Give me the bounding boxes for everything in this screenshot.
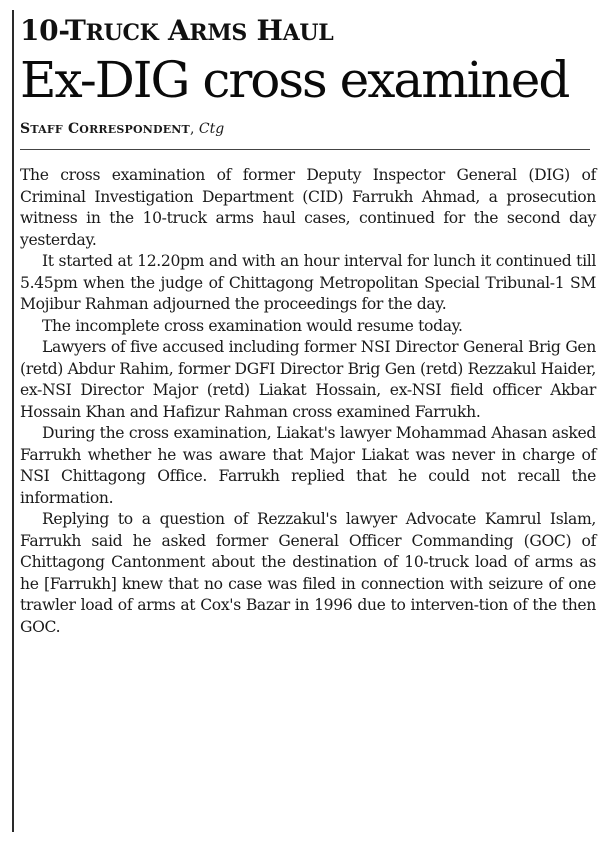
byline-separator: ,	[189, 121, 199, 137]
paragraph-2: It started at 12.20pm and with an hour interval for lunch it continued till 5.45pm when the judge of Chittagong Metropolitan Special Tribunal-1 SM Mojibur Rahman adjourned the proceedings for the day.	[20, 252, 596, 313]
byline-divider	[20, 149, 590, 150]
byline-place: Ctg	[198, 121, 225, 137]
article-headline: Ex-DIG cross examined	[20, 51, 569, 109]
article-body	[20, 165, 596, 638]
paragraph-1: The cross examination of former Deputy Inspector General (DIG) of Criminal Investigation Department (CID) Farrukh Ahmad, a prosecution witness in the 10-truck arms haul cases, continued for the second day yesterday.	[20, 166, 596, 249]
paragraph-6: Replying to a question of Rezzakul's lawyer Advocate Kamrul Islam, Farrukh said he asked former General Officer Commanding (GOC) of Chittagong Cantonment about the destination of 10-truck load of arms as he [Farrukh] knew that no case was filed in connection with seizure of one trawler load of arms at Cox's Bazar in 1996 due to interven-tion of the then GOC.	[20, 510, 596, 636]
paragraph-3: The incomplete cross examination would resume today.	[42, 316, 463, 335]
column-rule	[12, 10, 14, 832]
byline-author: STAFF CORRESPONDENT	[20, 121, 190, 137]
article-kicker: 10-TRUCK ARMS HAUL	[20, 14, 334, 47]
news-article	[20, 14, 604, 638]
byline	[20, 120, 604, 139]
paragraph-4: Lawyers of five accused including former NSI Director General Brig Gen (retd) Abdur Rahim, former DGFI Director Brig Gen (retd) Rezzakul Haider, ex-NSI Director Major (retd) Liakat Hossain, ex-NSI field officer Akbar Hossain Khan and Hafizur Rahman cross examined Farrukh.	[20, 338, 596, 421]
paragraph-5: During the cross examination, Liakat's lawyer Mohammad Ahasan asked Farrukh whether he was aware that Major Liakat was never in charge of NSI Chittagong Office. Farrukh replied that he could not recall the information.	[20, 424, 596, 507]
